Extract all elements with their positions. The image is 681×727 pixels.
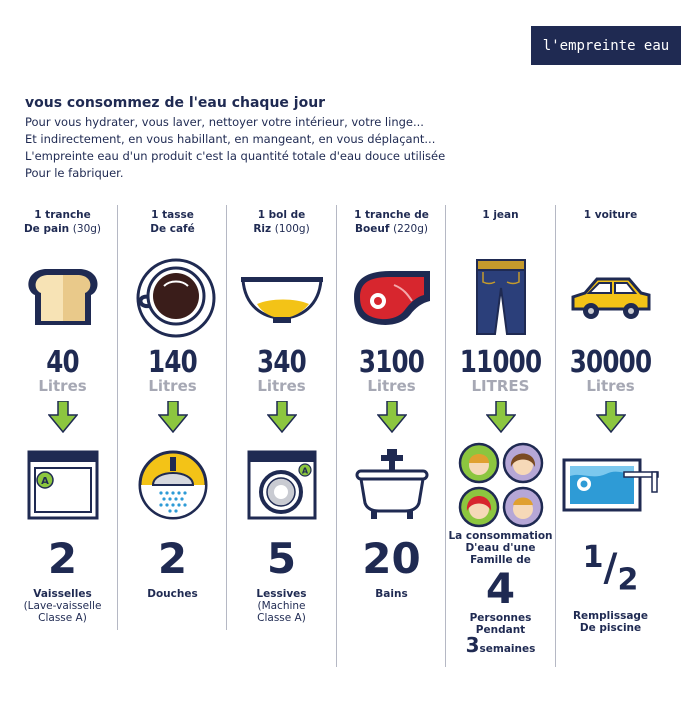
family-count: 4 [485,564,516,613]
svg-text:A: A [301,466,308,476]
water-liters-value: 140 [148,345,197,380]
water-liters-unit: Litres [257,377,306,395]
beef-steak-icon [337,248,446,348]
equivalent-label: Remplissage De piscine [572,610,649,635]
product-label: 1 tranche De pain (30g) [23,209,102,235]
arrow-down-icon [337,394,446,440]
svg-text:A: A [40,476,49,487]
column-jeans [446,208,555,655]
water-liters-unit: LITRES [471,377,530,395]
intro-title: vous consommez de l'eau chaque jour [25,95,326,111]
water-liters-unit: Litres [586,377,635,395]
arrow-down-icon [556,394,665,440]
intro-block [25,95,645,182]
bathtub-icon [337,440,446,530]
equivalent-label: Vaisselles (Lave-vaisselle Classe A) [23,588,102,624]
water-liters-value: 40 [46,345,79,380]
arrow-down-icon [8,394,117,440]
intro-line: Pour vous hydrater, vous laver, nettoyer votre intérieur, votre linge... [25,115,424,129]
column-coffee [118,208,227,600]
column-bread [8,208,117,624]
product-label: 1 tasse De café [150,209,195,235]
equivalent-fraction: $^1/_2$ [582,540,639,598]
product-label: 1 bol de Riz (100g) [253,209,310,235]
jeans-icon [446,248,555,348]
dishwasher-icon [8,440,117,530]
bread-icon [8,248,117,348]
shower-icon [118,440,227,530]
arrow-down-icon [227,394,336,440]
coffee-cup-icon [118,248,227,348]
family-duration: Personnes Pendant 3semaines [465,612,536,657]
intro-line: L'empreinte eau d'un produit c'est la quantité totale d'eau douce utilisée [25,149,446,163]
family-description: La consommation D'eau d'une Famille de [448,530,553,566]
equivalent-value: 2 [47,534,78,583]
water-liters-unit: Litres [367,377,416,395]
equivalent-label: Lessives (Machine Classe A) [256,588,307,624]
intro-line: Pour le fabriquer. [25,166,124,180]
product-label: 1 jean [482,209,519,221]
brand-badge: l'empreinte eau [531,26,681,65]
arrow-down-icon [118,394,227,440]
water-liters-unit: Litres [148,377,197,395]
equivalent-label: Bains [375,588,408,600]
equivalent-label: Douches [147,588,198,600]
water-liters-value: 11000 [459,345,542,380]
family-icon [446,440,555,530]
product-label: 1 voiture [583,209,638,221]
water-liters-value: 340 [257,345,306,380]
water-liters-value: 3100 [358,345,425,380]
product-label: 1 tranche de Boeuf (220g) [354,209,429,235]
equivalent-value: 20 [362,534,421,583]
swimming-pool-icon [556,440,665,530]
rice-bowl-icon [227,248,336,348]
equivalent-value: 5 [266,534,297,583]
column-car [556,208,665,634]
washing-machine-icon [227,440,336,530]
water-liters-value: 30000 [569,345,652,380]
column-rice [227,208,336,624]
equivalent-value: 2 [157,534,188,583]
car-icon [556,248,665,348]
intro-line: Et indirectement, en vous habillant, en mangeant, en vous déplaçant... [25,132,436,146]
arrow-down-icon [446,394,555,440]
column-beef [337,208,446,600]
water-liters-unit: Litres [38,377,87,395]
